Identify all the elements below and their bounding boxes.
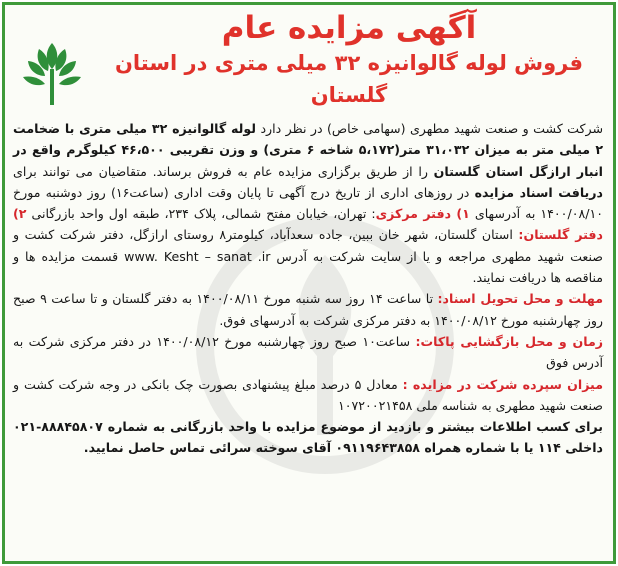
intro-company: شرکت کشت و صنعت شهید مطهری (سهامی خاص) در نظر دارد <box>256 121 603 136</box>
tender-advertisement <box>2 2 616 564</box>
intro-method: را از طریق برگزاری مزایده عام به فروش برساند. متقاضیان می توانند برای <box>13 163 434 179</box>
contact-paragraph: برای کسب اطلاعات بیشتر و بازدید از موضوع مزایده با واحد بازرگانی به شماره ۸۸۸۴۵۸۰۷-۰۲۱ داخلی ۱۱۴ یا با شماره همراه ۰۹۱۱۹۶۴۳۸۵۸ آقای سوخته سرائی تماس حاصل نمایید. <box>13 419 603 456</box>
opening-label: زمان و محل بازگشایی پاکات: <box>415 333 603 349</box>
deposit-text: معادل ۵ درصد مبلغ پیشنهادی بصورت چک بانکی در وجه شرکت کشت و صنعت شهید مطهری به شناسه ملی ۱۰۷۲۰۰۲۱۴۵۸ <box>13 376 603 413</box>
delivery-text: تا ساعت ۱۴ روز سه شنبه مورخ ۱۴۰۰/۰۸/۱۱ به دفتر گلستان و تا ساعت ۹ صبح روز چهارشنبه مورخ ۱۴۰۰/۰۸/۱۲ به دفتر مرکزی شرکت به آدرسهای فوق. <box>13 291 603 328</box>
address-1-label: ۱) دفتر مرکزی <box>375 206 470 222</box>
deposit-label: میزان سپرده شرکت در مزایده : <box>402 376 603 392</box>
ad-title: آگهی مزایده عام <box>221 10 477 46</box>
address-2: استان گلستان، شهر خان ببین، جاده سعدآباد، کیلومتر۸ روستای ارازگل، دفتر شرکت کشت و صنعت شهید مطهری مراجعه و یا از سایت شرکت به آدرس www. Kesht – sanat .ir قسمت مزایده ها و مناقصه ها دریافت نمایند. <box>13 227 603 286</box>
intro-item: لوله گالوانیزه ۳۲ میلی متری با ضخامت ۲ میلی متر به میزان ۳۱،۰۳۲ متر(۵،۱۷۲ شاخه ۶ متری) و وزن تقریبی ۴۶،۵۰۰ کیلوگرم واقع در انبار ارازگل استان گلستان <box>13 121 603 179</box>
wheat-leaf-logo-icon <box>19 39 85 107</box>
delivery-label: مهلت و محل تحویل اسناد: <box>437 291 603 307</box>
intro-deadline: در روزهای اداری از تاریخ درج آگهی تا پایان وقت اداری (ساعت۱۶) روز دوشنبه مورخ ۱۴۰۰/۰۸/۱۰ به آدرسهای <box>13 184 603 222</box>
opening-paragraph <box>13 331 603 374</box>
delivery-paragraph <box>13 288 603 331</box>
address-1: : تهران، خیابان مفتح شمالی، پلاک ۲۳۴، طبقه اول واحد بازرگانی <box>26 206 376 222</box>
deposit-paragraph <box>13 374 603 417</box>
opening-text: ساعت۱۰ صبح روز چهارشنبه مورخ ۱۴۰۰/۰۸/۱۲ در دفتر مرکزی شرکت به آدرس فوق <box>13 333 603 371</box>
intro-documents: دریافت اسناد مزایده <box>474 184 603 200</box>
intro-paragraph <box>13 118 603 288</box>
ad-body <box>13 118 603 459</box>
ad-subtitle: فروش لوله گالوانیزه ۳۲ میلی متری در استان گلستان <box>115 51 583 107</box>
address-2-label: ۲) دفتر گلستان: <box>13 206 603 243</box>
title-block <box>95 7 603 111</box>
